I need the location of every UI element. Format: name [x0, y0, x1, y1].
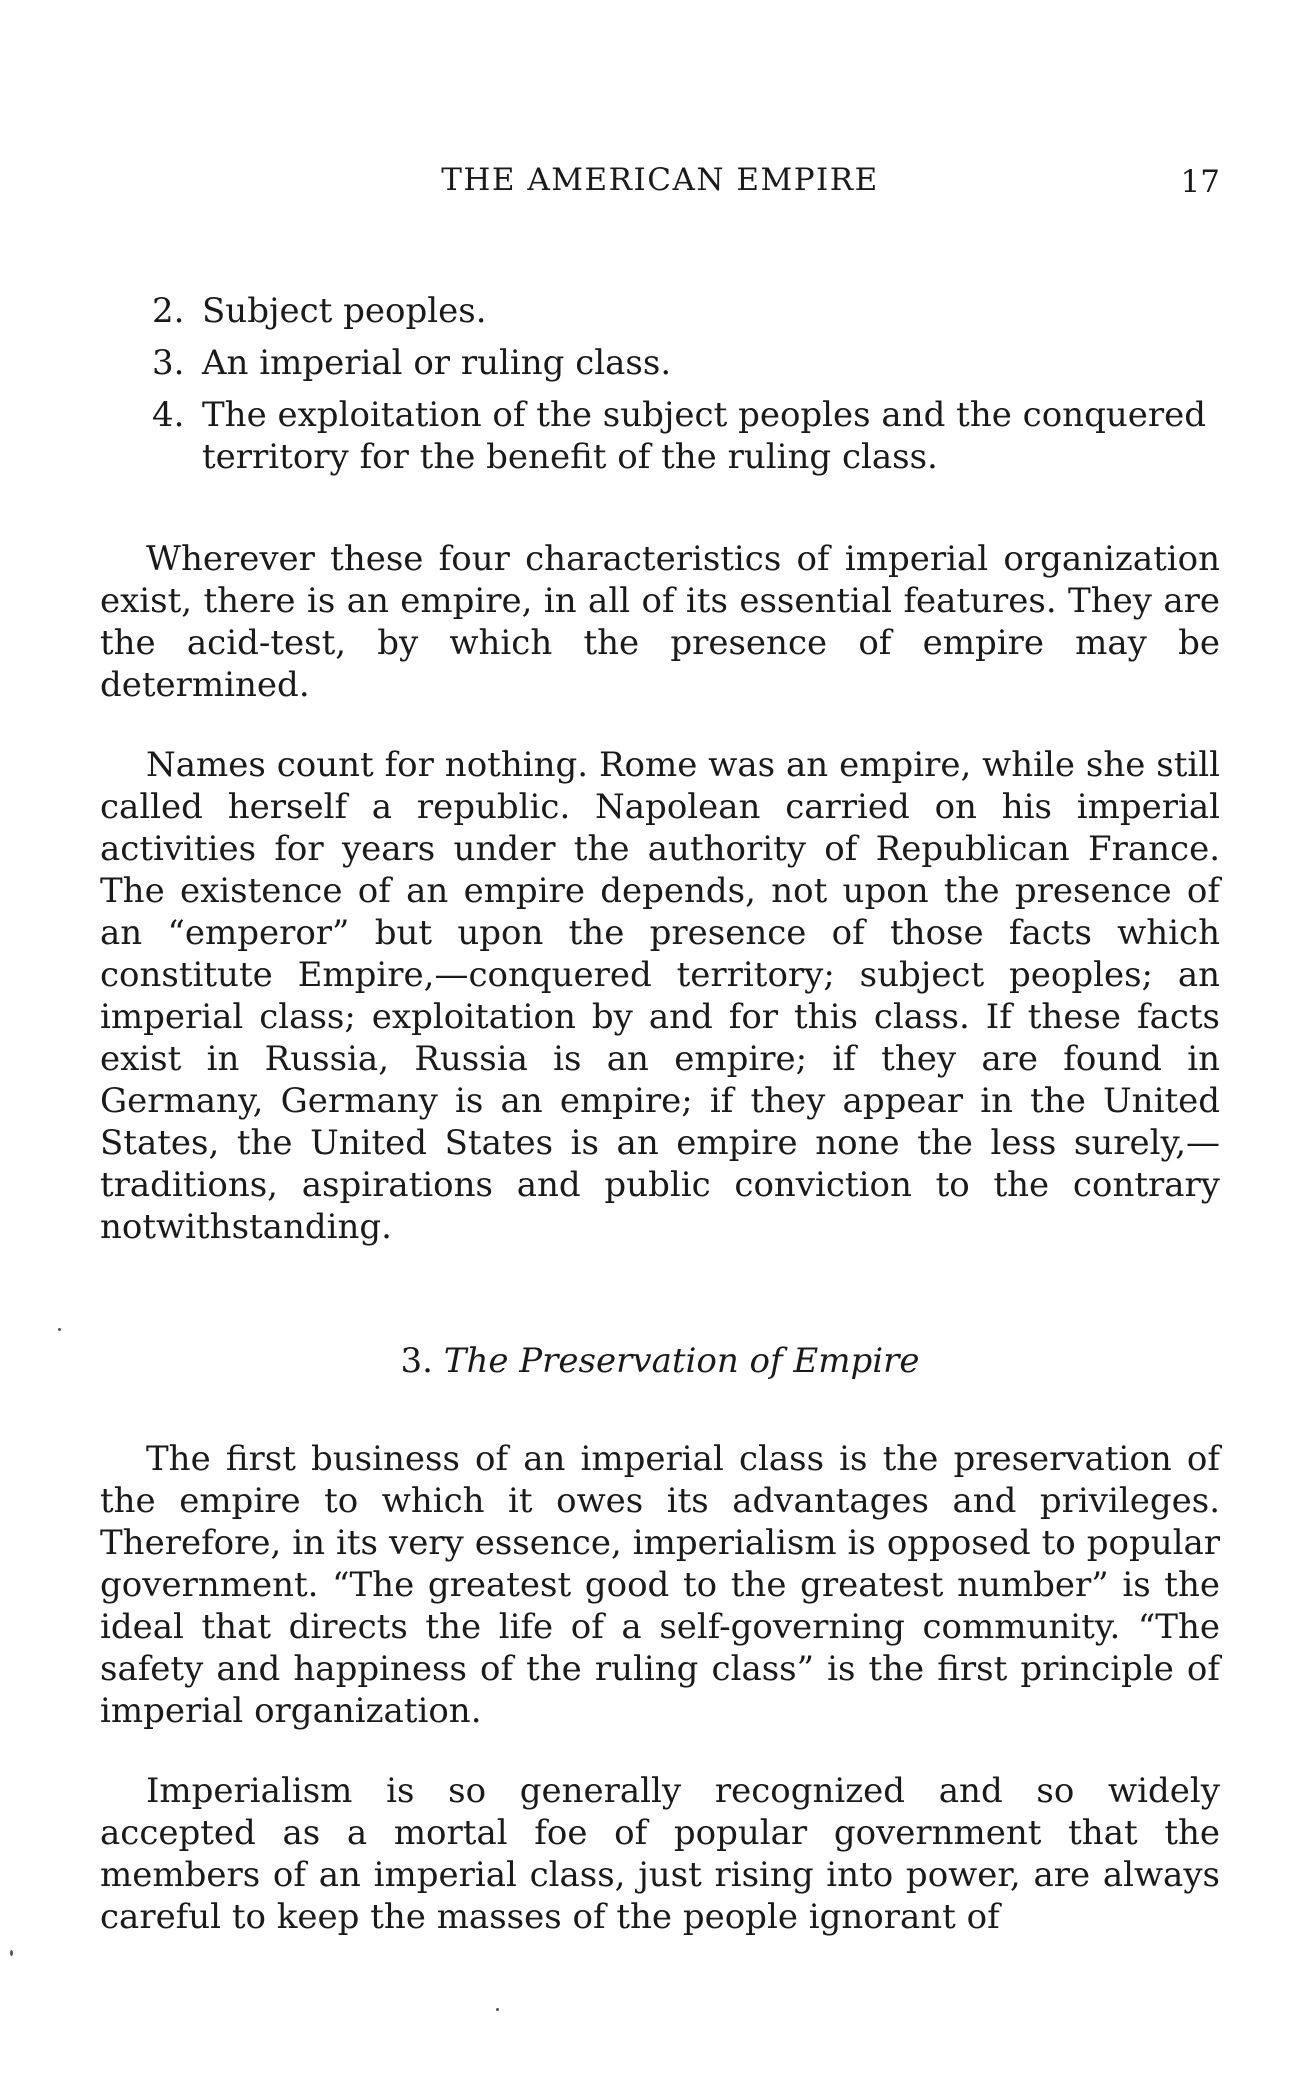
running-head: THE AMERICAN EMPIRE [441, 162, 879, 198]
paper-speck [496, 2008, 499, 2011]
paragraph: Wherever these four characteristics of imperial organization exist, there is an empire, in all of its essential features. They are the acid-test, by which the presence of empire may be determined. [100, 539, 1220, 705]
section-number: 3. [400, 1341, 433, 1381]
list-item-text: The exploitation of the subject peoples and the conquered territory for the benefit of the ruling class. [202, 395, 1206, 477]
list-item [100, 342, 1220, 384]
page-header [100, 162, 1220, 206]
paragraph: Names count for nothing. Rome was an empire, while she still called herself a republic. Napolean carried on his imperial activities for years under the authority of Republican France. The existence of an empire depends, not upon the presence of an “emperor” but upon the presence of those facts which constitute Empire,—conquered territory; subject peoples; an imperial class; exploitation by and for this class. If these facts exist in Russia, Russia is an empire; if they are found in Germany, Germany is an empire; if they appear in the United States, the United States is an empire none the less surely,—traditions, aspirations and public conviction to the contrary notwithstanding. [100, 745, 1220, 1247]
list-item-number: 4. [152, 395, 185, 435]
paper-speck [58, 1328, 61, 1331]
numbered-list [100, 290, 1220, 478]
list-item [100, 290, 1220, 332]
list-item-number: 3. [152, 343, 185, 383]
body-text-lower [100, 1438, 1220, 1938]
list-item-number: 2. [152, 291, 185, 331]
paragraph: Imperialism is so generally recognized and so widely accepted as a mortal foe of popular government that the members of an imperial class, just rising into power, are always careful to keep the masses of the people ignorant of [100, 1771, 1220, 1937]
list-item [100, 394, 1220, 478]
paragraph: The first business of an imperial class is the preservation of the empire to which it owes its advantages and privileges. Therefore, in its very essence, imperialism is opposed to popular government. “The greatest good to the greatest number” is the ideal that directs the life of a self-governing community. “The safety and happiness of the ruling class” is the first principle of imperial organization. [100, 1439, 1220, 1731]
section-title: The Preservation of Empire [443, 1341, 920, 1381]
section-heading [100, 1340, 1220, 1382]
list-item-text: An imperial or ruling class. [202, 343, 672, 383]
body-text-upper [100, 538, 1220, 1248]
list-item-text: Subject peoples. [202, 291, 487, 331]
paper-speck [10, 1950, 13, 1956]
page-number: 17 [1180, 164, 1220, 200]
